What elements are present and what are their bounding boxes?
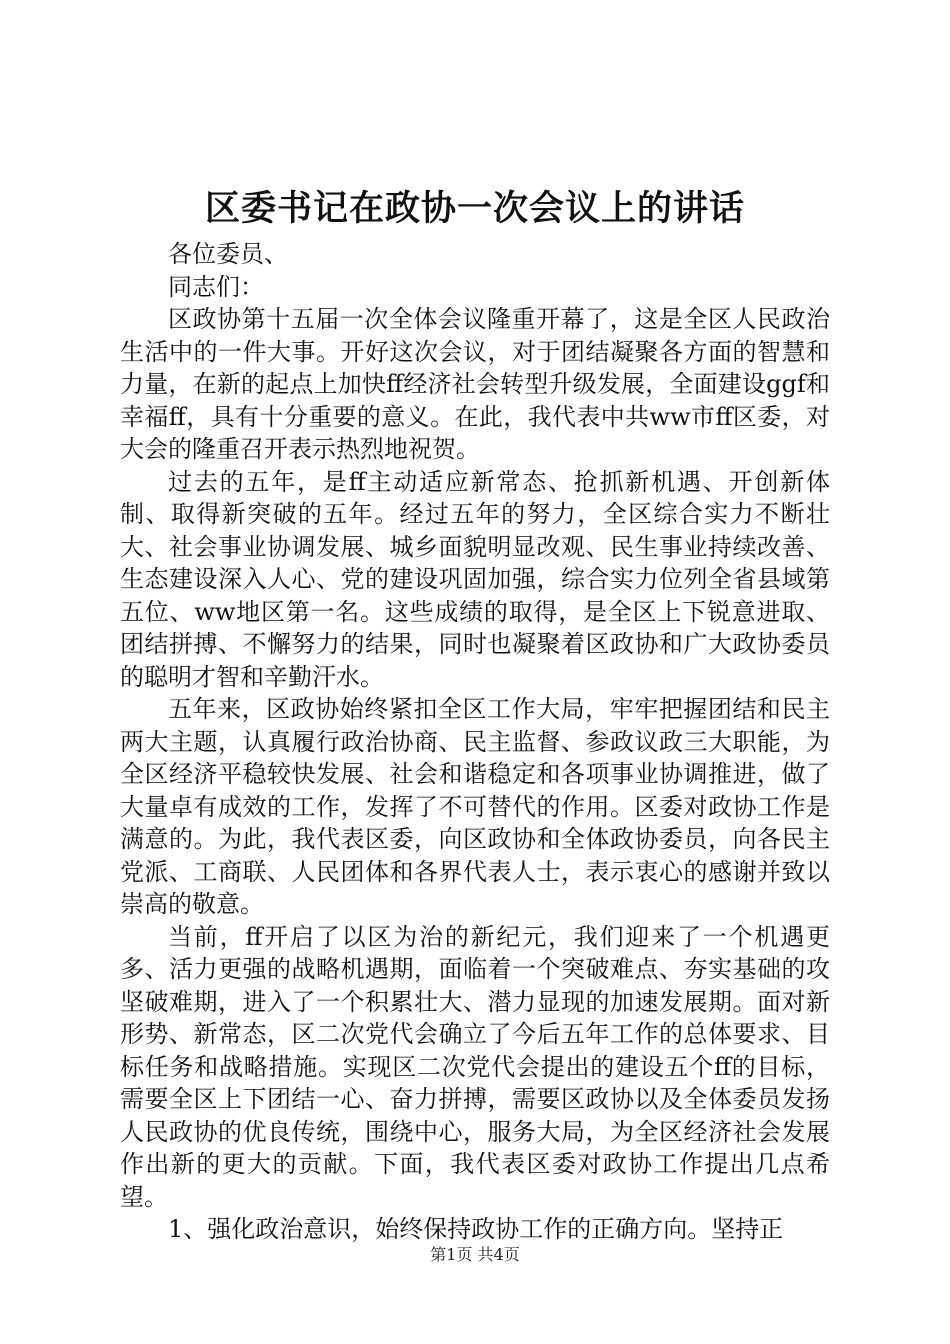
salutation-line: 各位委员、 (168, 240, 288, 268)
document-body (120, 238, 830, 1246)
body-paragraph: 当前，ff开启了以区为治的新纪元，我们迎来了一个机遇更多、活力更强的战略机遇期，面临着一个突破难点、夯实基础的攻坚破难期，进入了一个积累壮大、潜力显现的加速发展期。面对新形势、新常态，区二次党代会确立了今后五年工作的总体要求、目标任务和战略措施。实现区二次党代会提出的建设五个ff的目标，需要全区上下团结一心、奋力拼搏，需要区政协以及全体委员发扬人民政协的优良传统，围绕中心，服务大局，为全区经济社会发展作出新的更大的贡献。下面，我代表区委对政协工作提出几点希望。 (120, 922, 830, 1211)
body-paragraph: 1、强化政治意识，始终保持政协工作的正确方向。坚持正 (168, 1215, 784, 1243)
body-paragraph: 区政协第十五届一次全体会议隆重开幕了，这是全区人民政治生活中的一件大事。开好这次会议，对于团结凝聚各方面的智慧和力量，在新的起点上加快ff经济社会转型升级发展，全面建设ggf和幸福ff，具有十分重要的意义。在此，我代表中共ww市ff区委，对大会的隆重召开表示热烈地祝贺。 (120, 305, 830, 463)
body-paragraph: 过去的五年，是ff主动适应新常态、抢抓新机遇、开创新体制、取得新突破的五年。经过五年的努力，全区综合实力不断壮大、社会事业协调发展、城乡面貌明显改观、民生事业持续改善、生态建设深入人心、党的建设巩固加强，综合实力位列全省县域第五位、ww地区第一名。这些成绩的取得，是全区上下锐意进取、团结拼搏、不懈努力的结果，同时也凝聚着区政协和广大政协委员的聪明才智和辛勤汗水。 (120, 467, 830, 691)
page-footer: 第1页 共4页 (430, 1245, 520, 1264)
document-title: 区委书记在政协一次会议上的讲话 (204, 188, 745, 229)
body-paragraph: 五年来，区政协始终紧扣全区工作大局，牢牢把握团结和民主两大主题，认真履行政治协商、民主监督、参政议政三大职能，为全区经济平稳较快发展、社会和谐稳定和各项事业协调推进，做了大量卓有成效的工作，发挥了不可替代的作用。区委对政协工作是满意的。为此，我代表区委，向区政协和全体政协委员，向各民主党派、工商联、人民团体和各界代表人士，表示衷心的感谢并致以崇高的敬意。 (120, 695, 830, 918)
salutation-line: 同志们： (168, 272, 264, 301)
